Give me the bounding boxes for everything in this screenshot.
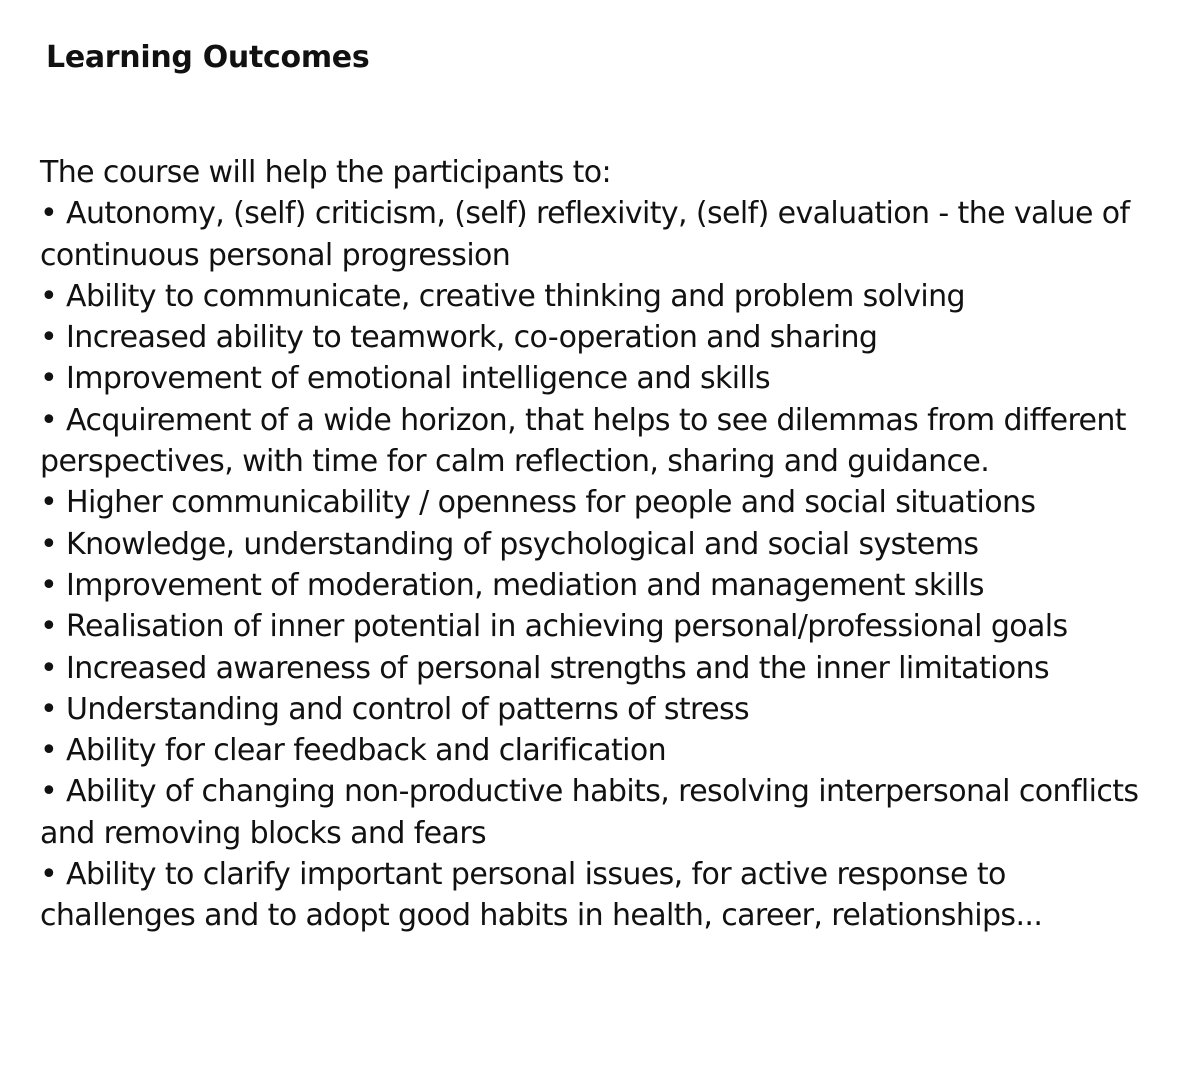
list-item-text: Increased ability to teamwork, co-operation and sharing xyxy=(66,320,878,356)
list-item xyxy=(40,358,1160,399)
bullet-marker: • xyxy=(40,320,58,356)
bullet-marker: • xyxy=(40,567,58,603)
bullet-marker: • xyxy=(40,402,58,438)
list-item-text: Improvement of moderation, mediation and management skills xyxy=(66,567,984,603)
intro-text: The course will help the participants to: xyxy=(40,155,612,190)
list-item xyxy=(40,524,1160,565)
bullet-marker: • xyxy=(40,650,58,686)
bullet-marker: • xyxy=(40,485,58,521)
bullet-marker: • xyxy=(40,361,58,397)
list-item xyxy=(40,317,1160,358)
list-item xyxy=(40,689,1160,730)
list-item xyxy=(40,730,1160,771)
list-item-text: Ability to communicate, creative thinking and problem solving xyxy=(66,278,965,314)
bullet-marker: • xyxy=(40,526,58,562)
list-item-text: Autonomy, (self) criticism, (self) reflexivity, (self) evaluation - the value of continuous personal progression xyxy=(40,196,1130,273)
list-item xyxy=(40,565,1160,606)
document-body xyxy=(40,152,1160,937)
list-item xyxy=(40,648,1160,689)
page-title: Learning Outcomes xyxy=(46,40,370,75)
bullet-marker: • xyxy=(40,733,58,769)
list-item xyxy=(40,854,1160,937)
learning-outcomes-list xyxy=(40,193,1160,936)
list-item-text: Understanding and control of patterns of stress xyxy=(66,691,749,727)
list-item-text: Ability to clarify important personal issues, for active response to challenges and to adopt good habits in health, career, relationships... xyxy=(40,857,1043,934)
list-item-text: Knowledge, understanding of psychological and social systems xyxy=(66,526,979,562)
bullet-marker: • xyxy=(40,609,58,645)
list-item-text: Ability of changing non-productive habits, resolving interpersonal conflicts and removing blocks and fears xyxy=(40,774,1139,851)
list-item xyxy=(40,276,1160,317)
bullet-marker: • xyxy=(40,857,58,893)
list-item-text: Improvement of emotional intelligence and skills xyxy=(66,361,770,397)
list-item-text: Higher communicability / openness for people and social situations xyxy=(66,485,1036,521)
list-item-text: Realisation of inner potential in achieving personal/professional goals xyxy=(66,609,1068,645)
list-item xyxy=(40,482,1160,523)
list-item xyxy=(40,400,1160,483)
list-item-text: Acquirement of a wide horizon, that helps to see dilemmas from different perspectives, with time for calm reflection, sharing and guidance. xyxy=(40,402,1126,480)
list-item xyxy=(40,771,1160,854)
bullet-marker: • xyxy=(40,278,58,314)
list-item xyxy=(40,193,1160,276)
bullet-marker: • xyxy=(40,196,58,232)
list-item-text: Increased awareness of personal strengths and the inner limitations xyxy=(66,650,1050,686)
bullet-marker: • xyxy=(40,774,58,810)
bullet-marker: • xyxy=(40,691,58,727)
list-item xyxy=(40,606,1160,647)
list-item-text: Ability for clear feedback and clarification xyxy=(66,733,667,769)
